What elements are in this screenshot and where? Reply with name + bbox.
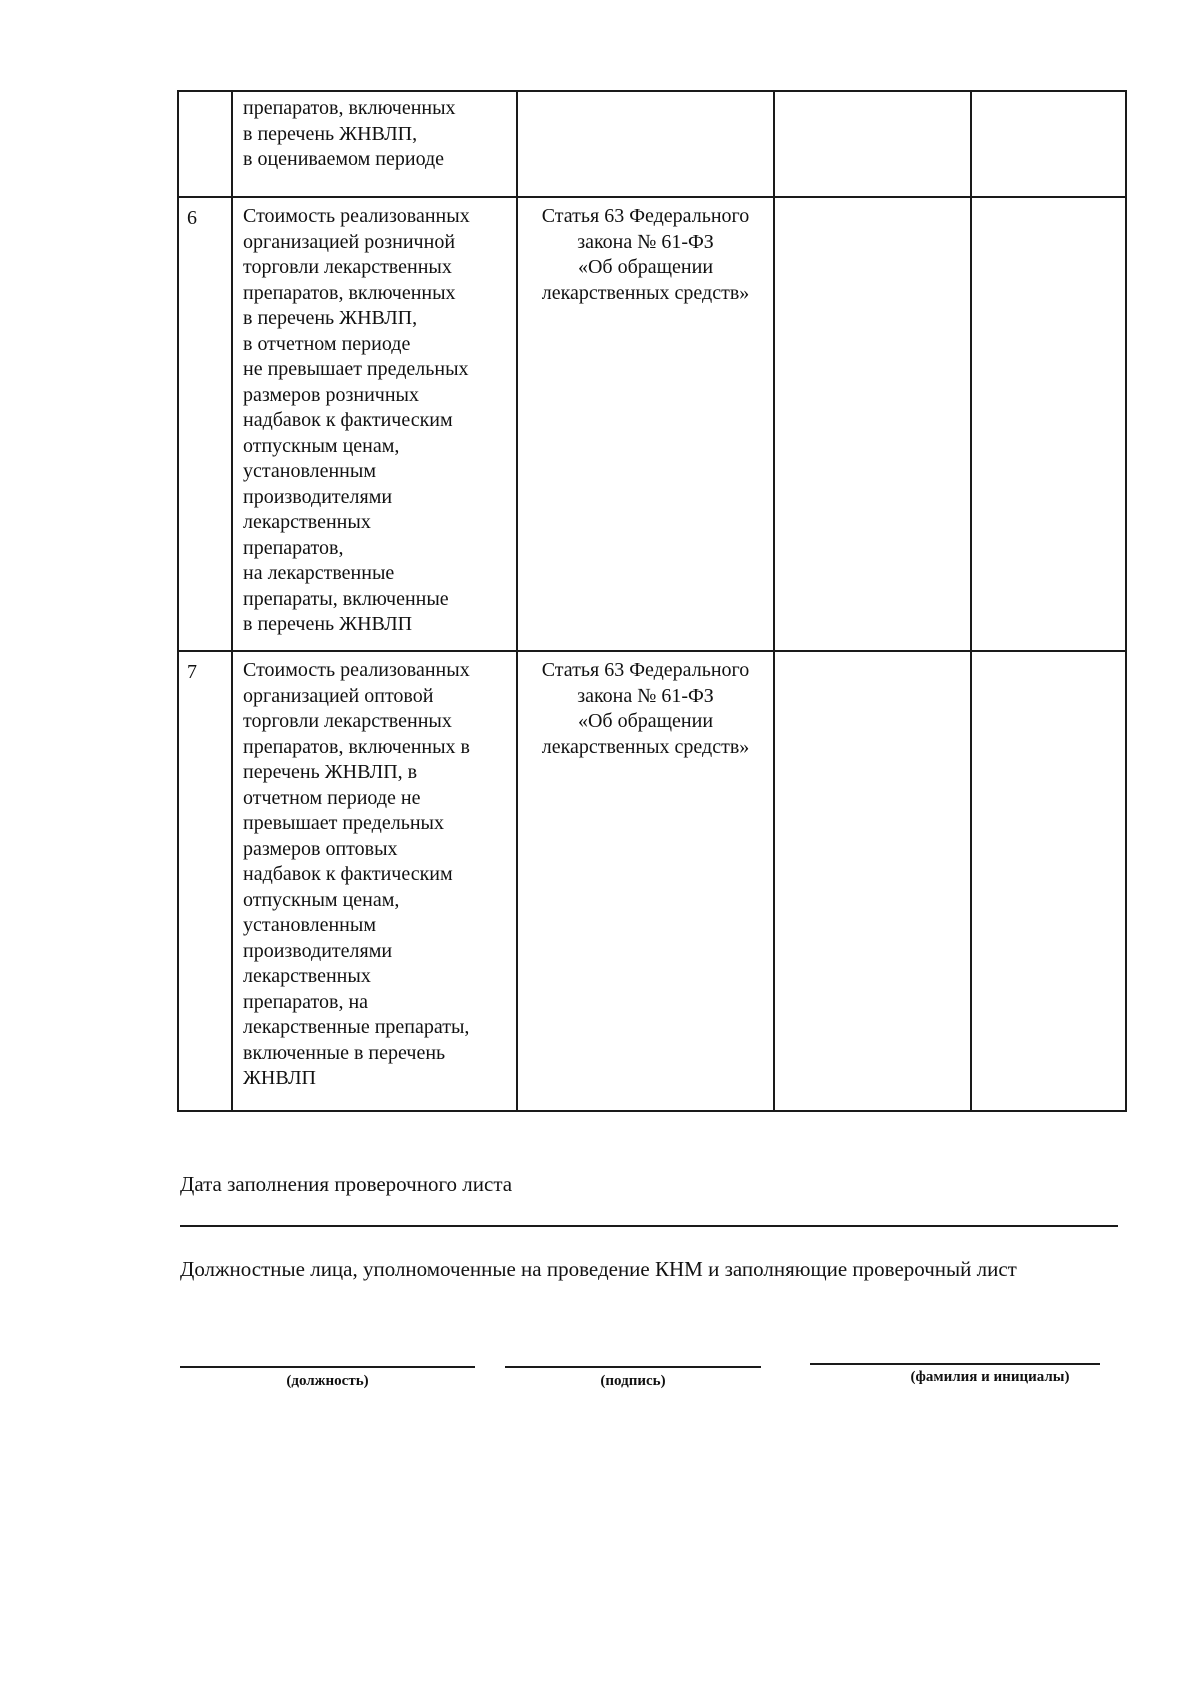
position-caption: (должность) [286, 1373, 369, 1389]
table-row [178, 91, 1126, 197]
signature-caption: (подпись) [600, 1373, 666, 1389]
officials-label: Должностные лица, уполномоченные на проведение КНМ и заполняющие проверочный лист [180, 1257, 1017, 1281]
row-number: 7 [178, 651, 232, 1111]
name-line[interactable] [810, 1363, 1100, 1365]
note-cell[interactable] [971, 91, 1126, 197]
name-caption: (фамилия и инициалы) [910, 1369, 1070, 1385]
legal-basis-cell: Статья 63 Федерального закона № 61-ФЗ «Об обращении лекарственных средств» [517, 197, 774, 651]
legal-basis-cell [517, 91, 774, 197]
answer-cell[interactable] [774, 91, 971, 197]
answer-cell[interactable] [774, 197, 971, 651]
requirement-cell: Стоимость реализованных организацией розничной торговли лекарственных препаратов, включенных в перечень ЖНВЛП, в отчетном периоде не превышает предельных размеров розничных надбавок к фактическим отпускным ценам, установленным производителями лекарственных препаратов, на лекарственные препараты, включенные в перечень ЖНВЛП [232, 197, 517, 651]
note-cell[interactable] [971, 651, 1126, 1111]
requirement-cell: Стоимость реализованных организацией оптовой торговли лекарственных препаратов, включенных в перечень ЖНВЛП, в отчетном периоде не превышает предельных размеров оптовых надбавок к фактическим отпускным ценам, установленным производителями лекарственных препаратов, на лекарственные препараты, включенные в перечень ЖНВЛП [232, 651, 517, 1111]
position-line[interactable] [180, 1366, 475, 1368]
fill-date-line[interactable] [180, 1225, 1118, 1227]
table-row [178, 197, 1126, 651]
answer-cell[interactable] [774, 651, 971, 1111]
note-cell[interactable] [971, 197, 1126, 651]
row-number: 6 [178, 197, 232, 651]
legal-basis-cell: Статья 63 Федерального закона № 61-ФЗ «Об обращении лекарственных средств» [517, 651, 774, 1111]
requirement-cell: препаратов, включенных в перечень ЖНВЛП, в оцениваемом периоде [232, 91, 517, 197]
table-row [178, 651, 1126, 1111]
signature-line[interactable] [505, 1366, 761, 1368]
row-number [178, 91, 232, 197]
checklist-table [177, 90, 1127, 1112]
fill-date-label: Дата заполнения проверочного листа [180, 1172, 513, 1196]
